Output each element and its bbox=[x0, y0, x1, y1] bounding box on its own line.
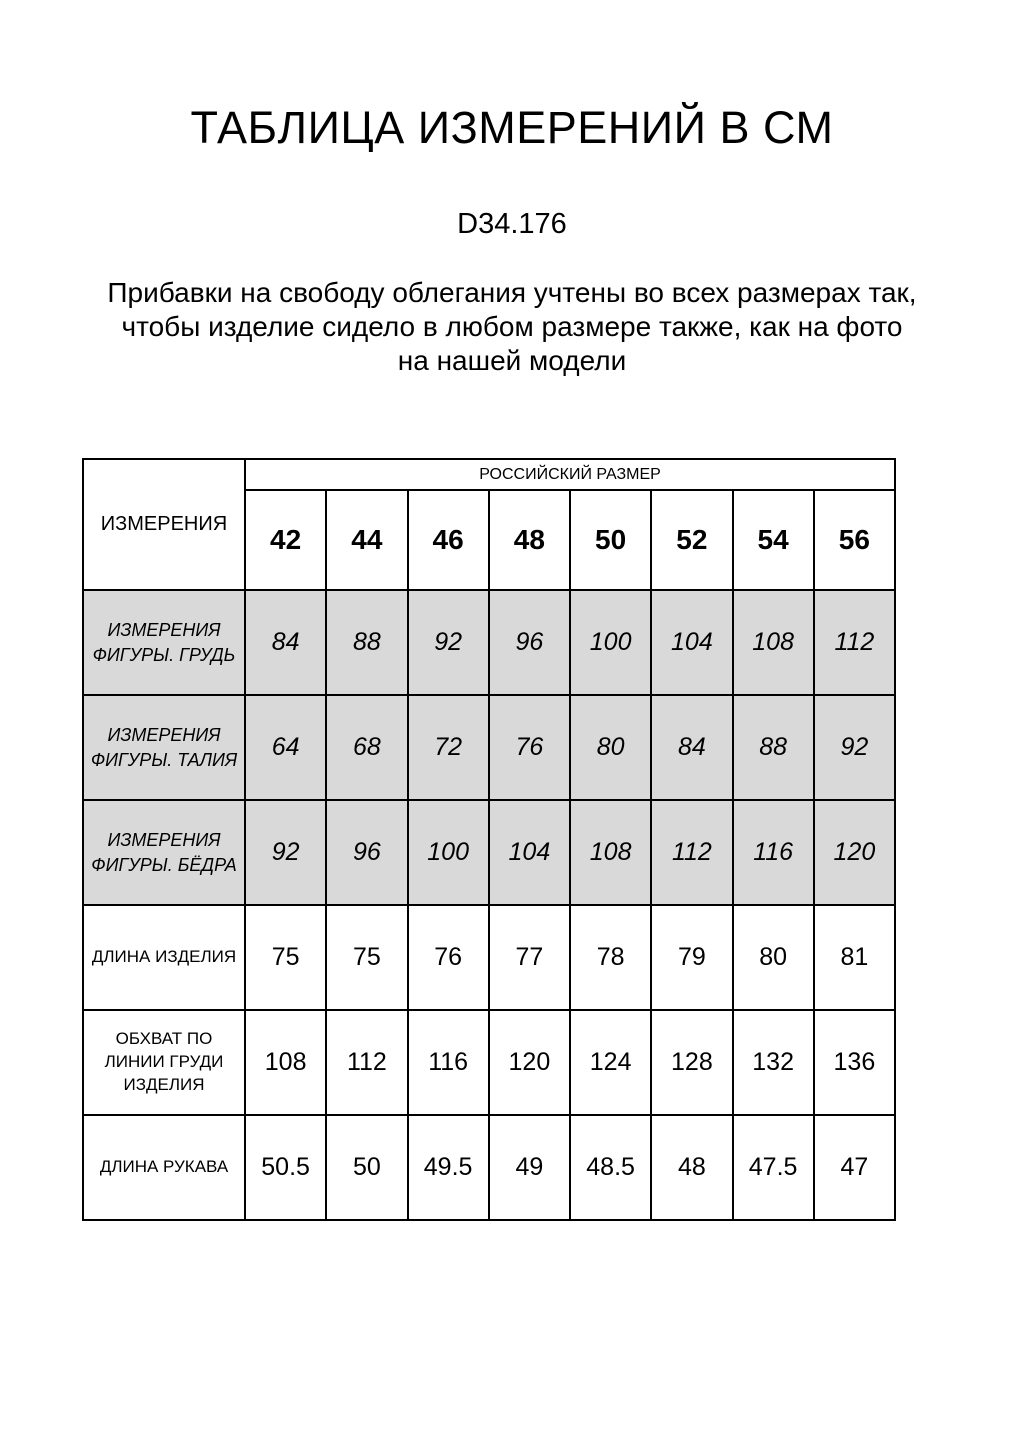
size-header-cell: 44 bbox=[326, 490, 407, 590]
value-cell: 92 bbox=[408, 590, 489, 695]
value-cell: 112 bbox=[651, 800, 732, 905]
table-row-garment-length bbox=[83, 905, 895, 1010]
value-cell: 48.5 bbox=[570, 1115, 651, 1220]
row-label-cell: ДЛИНА РУКАВА bbox=[83, 1115, 245, 1220]
size-header-cell: 46 bbox=[408, 490, 489, 590]
page-title: ТАБЛИЦА ИЗМЕРЕНИЙ В СМ bbox=[190, 102, 834, 153]
table-row-sleeve-length bbox=[83, 1115, 895, 1220]
fit-note-line: на нашей модели bbox=[397, 345, 627, 376]
fit-note-line: чтобы изделие сидело в любом размере также, как на фото bbox=[121, 311, 903, 342]
table-row-body-chest bbox=[83, 590, 895, 695]
row-label-cell: ДЛИНА ИЗДЕЛИЯ bbox=[83, 905, 245, 1010]
value-cell: 92 bbox=[245, 800, 326, 905]
value-cell: 76 bbox=[408, 905, 489, 1010]
value-cell: 49.5 bbox=[408, 1115, 489, 1220]
value-cell: 77 bbox=[489, 905, 570, 1010]
value-cell: 124 bbox=[570, 1010, 651, 1115]
value-cell: 108 bbox=[733, 590, 814, 695]
value-cell: 75 bbox=[326, 905, 407, 1010]
value-cell: 47.5 bbox=[733, 1115, 814, 1220]
size-header-cell: 48 bbox=[489, 490, 570, 590]
value-cell: 48 bbox=[651, 1115, 732, 1220]
value-cell: 112 bbox=[814, 590, 895, 695]
value-cell: 50.5 bbox=[245, 1115, 326, 1220]
value-cell: 84 bbox=[651, 695, 732, 800]
size-header-cell: 54 bbox=[733, 490, 814, 590]
fit-note-line: Прибавки на свободу облегания учтены во всех размерах так, bbox=[107, 277, 917, 308]
value-cell: 100 bbox=[408, 800, 489, 905]
value-cell: 120 bbox=[814, 800, 895, 905]
table-row-garment-chest bbox=[83, 1010, 895, 1115]
measurements-table bbox=[82, 458, 896, 1221]
table-row-body-waist bbox=[83, 695, 895, 800]
value-cell: 68 bbox=[326, 695, 407, 800]
fit-note bbox=[0, 276, 1024, 378]
value-cell: 132 bbox=[733, 1010, 814, 1115]
corner-header-cell: ИЗМЕРЕНИЯ bbox=[83, 459, 245, 590]
value-cell: 79 bbox=[651, 905, 732, 1010]
row-label-cell: ИЗМЕРЕНИЯ ФИГУРЫ. БЁДРА bbox=[83, 800, 245, 905]
table-row-body-hips bbox=[83, 800, 895, 905]
value-cell: 96 bbox=[326, 800, 407, 905]
value-cell: 116 bbox=[408, 1010, 489, 1115]
row-label-cell: ИЗМЕРЕНИЯ ФИГУРЫ. ТАЛИЯ bbox=[83, 695, 245, 800]
value-cell: 64 bbox=[245, 695, 326, 800]
value-cell: 136 bbox=[814, 1010, 895, 1115]
value-cell: 49 bbox=[489, 1115, 570, 1220]
value-cell: 92 bbox=[814, 695, 895, 800]
value-cell: 50 bbox=[326, 1115, 407, 1220]
value-cell: 84 bbox=[245, 590, 326, 695]
value-cell: 80 bbox=[570, 695, 651, 800]
value-cell: 76 bbox=[489, 695, 570, 800]
value-cell: 104 bbox=[489, 800, 570, 905]
value-cell: 112 bbox=[326, 1010, 407, 1115]
size-header-cell: 56 bbox=[814, 490, 895, 590]
value-cell: 108 bbox=[570, 800, 651, 905]
value-cell: 100 bbox=[570, 590, 651, 695]
value-cell: 116 bbox=[733, 800, 814, 905]
value-cell: 88 bbox=[733, 695, 814, 800]
value-cell: 80 bbox=[733, 905, 814, 1010]
value-cell: 47 bbox=[814, 1115, 895, 1220]
product-code: D34.176 bbox=[457, 208, 567, 240]
value-cell: 120 bbox=[489, 1010, 570, 1115]
value-cell: 88 bbox=[326, 590, 407, 695]
value-cell: 96 bbox=[489, 590, 570, 695]
size-header-cell: 52 bbox=[651, 490, 732, 590]
row-label-cell: ИЗМЕРЕНИЯ ФИГУРЫ. ГРУДЬ bbox=[83, 590, 245, 695]
row-label-cell: ОБХВАТ ПО ЛИНИИ ГРУДИ ИЗДЕЛИЯ bbox=[83, 1010, 245, 1115]
table-row-size-group bbox=[83, 459, 895, 490]
value-cell: 104 bbox=[651, 590, 732, 695]
value-cell: 72 bbox=[408, 695, 489, 800]
value-cell: 108 bbox=[245, 1010, 326, 1115]
value-cell: 81 bbox=[814, 905, 895, 1010]
size-header-cell: 42 bbox=[245, 490, 326, 590]
value-cell: 75 bbox=[245, 905, 326, 1010]
size-group-header-cell: РОССИЙСКИЙ РАЗМЕР bbox=[245, 459, 895, 490]
value-cell: 128 bbox=[651, 1010, 732, 1115]
value-cell: 78 bbox=[570, 905, 651, 1010]
size-header-cell: 50 bbox=[570, 490, 651, 590]
